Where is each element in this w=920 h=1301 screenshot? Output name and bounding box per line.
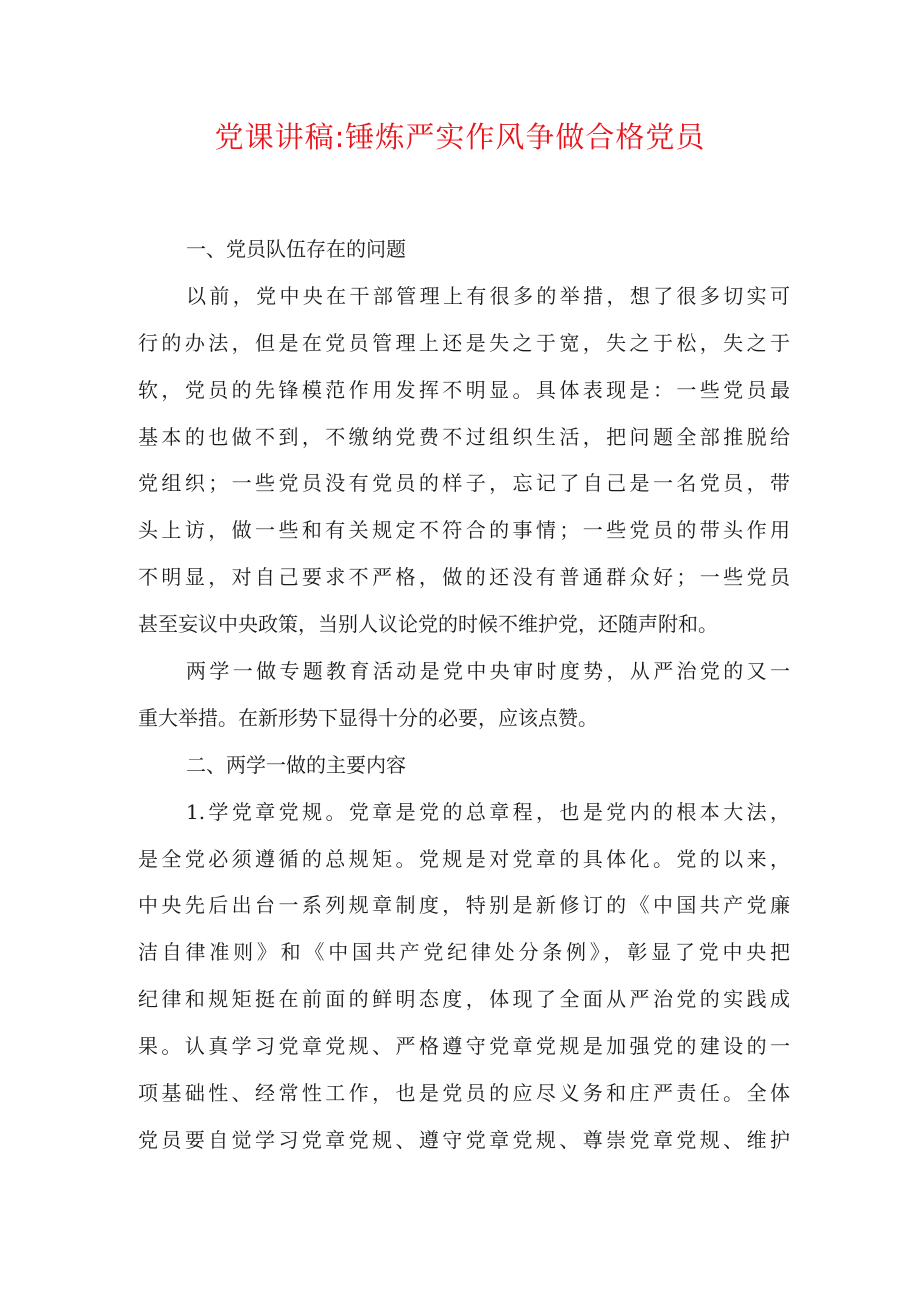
- text-line: 基本的也做不到，不缴纳党费不过组织生活，把问题全部推脱给: [138, 424, 790, 449]
- text-line: 一、党员队伍存在的问题: [186, 237, 406, 261]
- document-title: 党课讲稿:锤炼严实作风争做合格党员: [214, 120, 706, 154]
- text-line: 中央先后出台一系列规章制度，特别是新修订的《中国共产党廉: [138, 893, 790, 918]
- text-line: 党员要自觉学习党章党规、遵守党章党规、尊崇党章党规、维护: [138, 1127, 790, 1152]
- text-line: 是全党必须遵循的总规矩。党规是对党章的具体化。党的以来，: [138, 846, 790, 871]
- text-line: 党组织；一些党员没有党员的样子，忘记了自己是一名党员，带: [138, 471, 790, 496]
- text-line: 以前，党中央在干部管理上有很多的举措，想了很多切实可: [186, 283, 790, 308]
- text-line: 纪律和规矩挺在前面的鲜明态度，体现了全面从严治党的实践成: [138, 987, 790, 1012]
- document-body: [138, 226, 790, 1164]
- text-line: 不明显，对自己要求不严格，做的还没有普通群众好；一些党员: [138, 565, 790, 590]
- text-line: 项基础性、经常性工作，也是党员的应尽义务和庄严责任。全体: [138, 1081, 790, 1106]
- text-line: 洁自律准则》和《中国共产党纪律处分条例》，彰显了党中央把: [138, 940, 790, 965]
- text-line: 甚至妄议中央政策，当别人议论党的时候不维护党，还随声附和。: [138, 612, 718, 637]
- text-line: 二、两学一做的主要内容: [186, 752, 406, 777]
- text-line: 重大举措。在新形势下显得十分的必要，应该点赞。: [138, 705, 598, 730]
- text-line: 头上访，做一些和有关规定不符合的事情；一些党员的带头作用: [138, 518, 790, 543]
- text-line: 行的办法，但是在党员管理上还是失之于宽，失之于松，失之于: [138, 330, 790, 355]
- text-line: 软，党员的先锋模范作用发挥不明显。具体表现是：一些党员最: [138, 377, 790, 402]
- text-line: 果。认真学习党章党规、严格遵守党章党规是加强党的建设的一: [138, 1034, 790, 1059]
- text-line: 1.学党章党规。党章是党的总章程，也是党内的根本大法，: [186, 799, 790, 824]
- text-line: 两学一做专题教育活动是党中央审时度势，从严治党的又一: [186, 659, 790, 684]
